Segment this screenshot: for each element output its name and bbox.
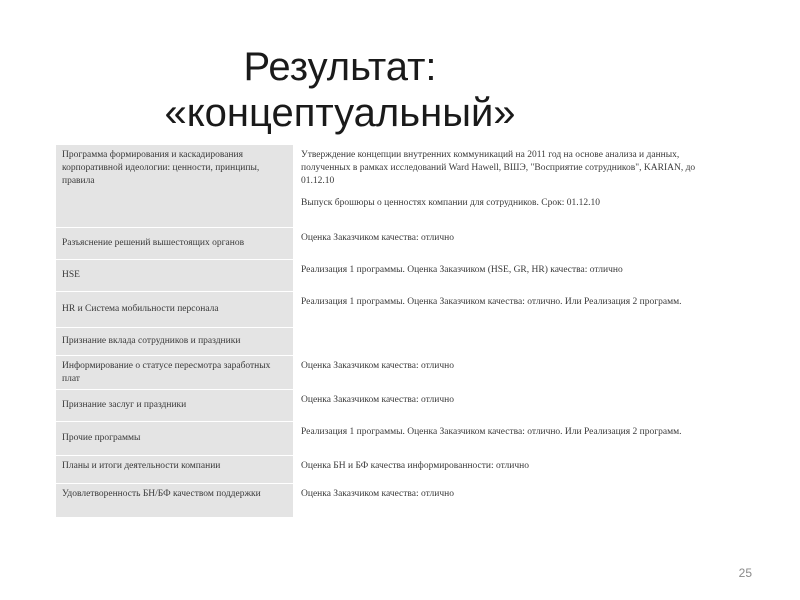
row-value: [294, 327, 716, 355]
slide-title-line-1: Результат:: [243, 45, 437, 89]
table-row: [56, 455, 716, 483]
row-label: Разъяснение решений вышестоящих органов: [56, 227, 294, 259]
table-row: [56, 355, 716, 389]
row-value: Реализация 1 программы. Оценка Заказчиком качества: отлично. Или Реализация 2 программ.: [294, 291, 716, 327]
row-value: Оценка Заказчиком качества: отлично: [294, 483, 716, 517]
row-label: Признание заслуг и праздники: [56, 389, 294, 421]
slide-title-line-2: «концептуальный»: [164, 91, 516, 135]
row-value: Оценка БН и БФ качества информированности: отлично: [294, 455, 716, 483]
row-label: Прочие программы: [56, 421, 294, 455]
table-row: [56, 389, 716, 421]
page-number: 25: [738, 566, 752, 580]
table-row: [56, 327, 716, 355]
table-row: [56, 145, 716, 227]
row-label: Удовлетворенность БН/БФ качеством поддержки: [56, 483, 294, 517]
table-row: [56, 291, 716, 327]
row-value: Реализация 1 программы. Оценка Заказчиком (HSE, GR, HR) качества: отлично: [294, 259, 716, 291]
row-label: Информирование о статусе пересмотра заработных плат: [56, 355, 294, 389]
row-value: Оценка Заказчиком качества: отлично: [294, 355, 716, 389]
row-label: HSE: [56, 259, 294, 291]
table-row: [56, 227, 716, 259]
row-value-text-2: Выпуск брошюры о ценностях компании для сотрудников. Срок: 01.12.10: [301, 198, 601, 208]
row-value: Реализация 1 программы. Оценка Заказчиком качества: отлично. Или Реализация 2 программ.: [294, 421, 716, 455]
row-value: Оценка Заказчиком качества: отлично: [294, 227, 716, 259]
table-row: [56, 259, 716, 291]
results-table: [56, 145, 716, 518]
row-label: Планы и итоги деятельности компании: [56, 455, 294, 483]
row-label: Признание вклада сотрудников и праздники: [56, 327, 294, 355]
row-label: HR и Система мобильности персонала: [56, 291, 294, 327]
slide-title: [120, 44, 560, 136]
row-value: Оценка Заказчиком качества: отлично: [294, 389, 716, 421]
row-value-text: Утверждение концепции внутренних коммуникаций на 2011 год на основе анализа и данных, полученных в рамках исследований Ward Hawell, ВШЭ, "Восприятие сотрудников", KARIAN, до 01.12.10: [301, 150, 696, 186]
table-row: [56, 421, 716, 455]
table-row: [56, 483, 716, 517]
row-value: [294, 145, 716, 227]
row-label: Программа формирования и каскадирования корпоративной идеологии: ценности, принципы, правила: [56, 145, 294, 227]
